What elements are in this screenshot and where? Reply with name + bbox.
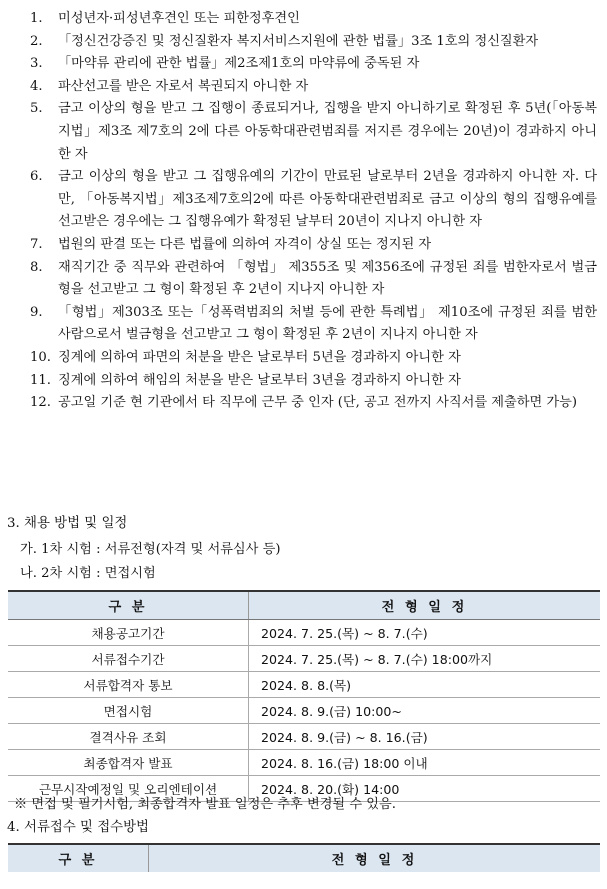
list-item: 7. 법원의 판결 또는 다른 법률에 의하여 자격이 상실 또는 정지된 자 [30, 236, 432, 252]
table-row: 최종합격자 발표 2024. 8. 16.(금) 18:00 이내 [8, 750, 600, 776]
list-item: 1. 미성년자·피성년후견인 또는 피한정후견인 [30, 11, 300, 26]
list-item: 3. 「마약류 관리에 관한 법률」제2조제1호의 마약류에 중독된 자 [30, 56, 420, 72]
table-row: 근무시작예정일 및 오리엔테이션 2024. 8. 20.(화) 14:00 [8, 776, 600, 802]
list-item: 11. 징계에 의하여 해임의 처분을 받은 날로부터 3년을 경과하지 아니한 자 [30, 372, 461, 388]
table-row: 채용공고기간 2024. 7. 25.(목) ~ 8. 7.(수) [8, 620, 600, 646]
header-category: 구 분 [8, 844, 149, 872]
submission-table [8, 843, 600, 872]
list-item: 6. 금고 이상의 형을 받고 그 집행유예의 기간이 만료된 날로부터 2년을 경과하지 아니한 자. 다만, 「아동복지법」제3조제7호의2에 따른 아동학대관련범죄로 금고 이상의 형의 집행유예를 선고받은 경우에는 그 집행유예가 확정된 날부터 20년이 지나지 아니한 자 [30, 169, 597, 230]
list-item: 5. 금고 이상의 형을 받고 그 집행이 종료되거나, 집행을 받지 아니하기로 확정된 후 5년(「아동복지법」제3조 제7호의 2에 다른 아동학대관련범죄를 저지른 경우에는 20년)이 경과하지 아니한 자 [30, 101, 597, 162]
list-item: 9. 「형법」제303조 또는「성폭력범죄의 처벌 등에 관한 특례법」 제10조에 규정된 죄를 범한 사람으로서 벌금형을 선고받고 그 형이 확정된 후 2년이 지나지 아니한 자 [30, 304, 597, 343]
table-header-row [8, 844, 600, 872]
schedule-table [8, 590, 600, 802]
table-row: 결격사유 조회 2024. 8. 9.(금) ~ 8. 16.(금) [8, 724, 600, 750]
header-schedule: 전 형 일 정 [149, 844, 601, 872]
list-item: 8. 재직기간 중 직무와 관련하여 「형법」 제355조 및 제356조에 규정된 죄를 범한자로서 벌금형을 선고받고 그 형이 확정된 후 2년이 지나지 아니한 자 [30, 259, 597, 298]
section-3-title: 3. 채용 방법 및 일정 [7, 516, 128, 531]
table-row: 면접시험 2024. 8. 9.(금) 10:00~ [8, 698, 600, 724]
table-row: 서류접수기간 2024. 7. 25.(목) ~ 8. 7.(수) 18:00까지 [8, 646, 600, 672]
section-3-sub-2: 나. 2차 시험 : 면접시험 [20, 566, 156, 581]
section-3-sub-1: 가. 1차 시험 : 서류전형(자격 및 서류심사 등) [20, 542, 281, 557]
list-item: 4. 파산선고를 받은 자로서 복권되지 아니한 자 [30, 78, 309, 94]
header-category: 구 분 [8, 591, 249, 620]
list-item: 2. 「정신건강증진 및 정신질환자 복지서비스지원에 관한 법률」3조 1호의 정신질환자 [30, 33, 539, 49]
table-header-row [8, 591, 600, 620]
header-schedule: 전 형 일 정 [249, 591, 601, 620]
list-item: 12. 공고일 기준 현 기관에서 타 직무에 근무 중 인자 (단, 공고 전까지 사직서를 제출하면 가능) [30, 395, 578, 411]
schedule-note: ※ 면접 및 필기시험, 최종합격자 발표 일정은 추후 변경될 수 있음. [14, 797, 396, 812]
list-item: 10. 징계에 의하여 파면의 처분을 받은 날로부터 5년을 경과하지 아니한 자 [30, 349, 461, 365]
table-row: 서류합격자 통보 2024. 8. 8.(목) [8, 672, 600, 698]
section-4-title: 4. 서류접수 및 접수방법 [7, 820, 149, 835]
disqualification-list [0, 8, 607, 415]
